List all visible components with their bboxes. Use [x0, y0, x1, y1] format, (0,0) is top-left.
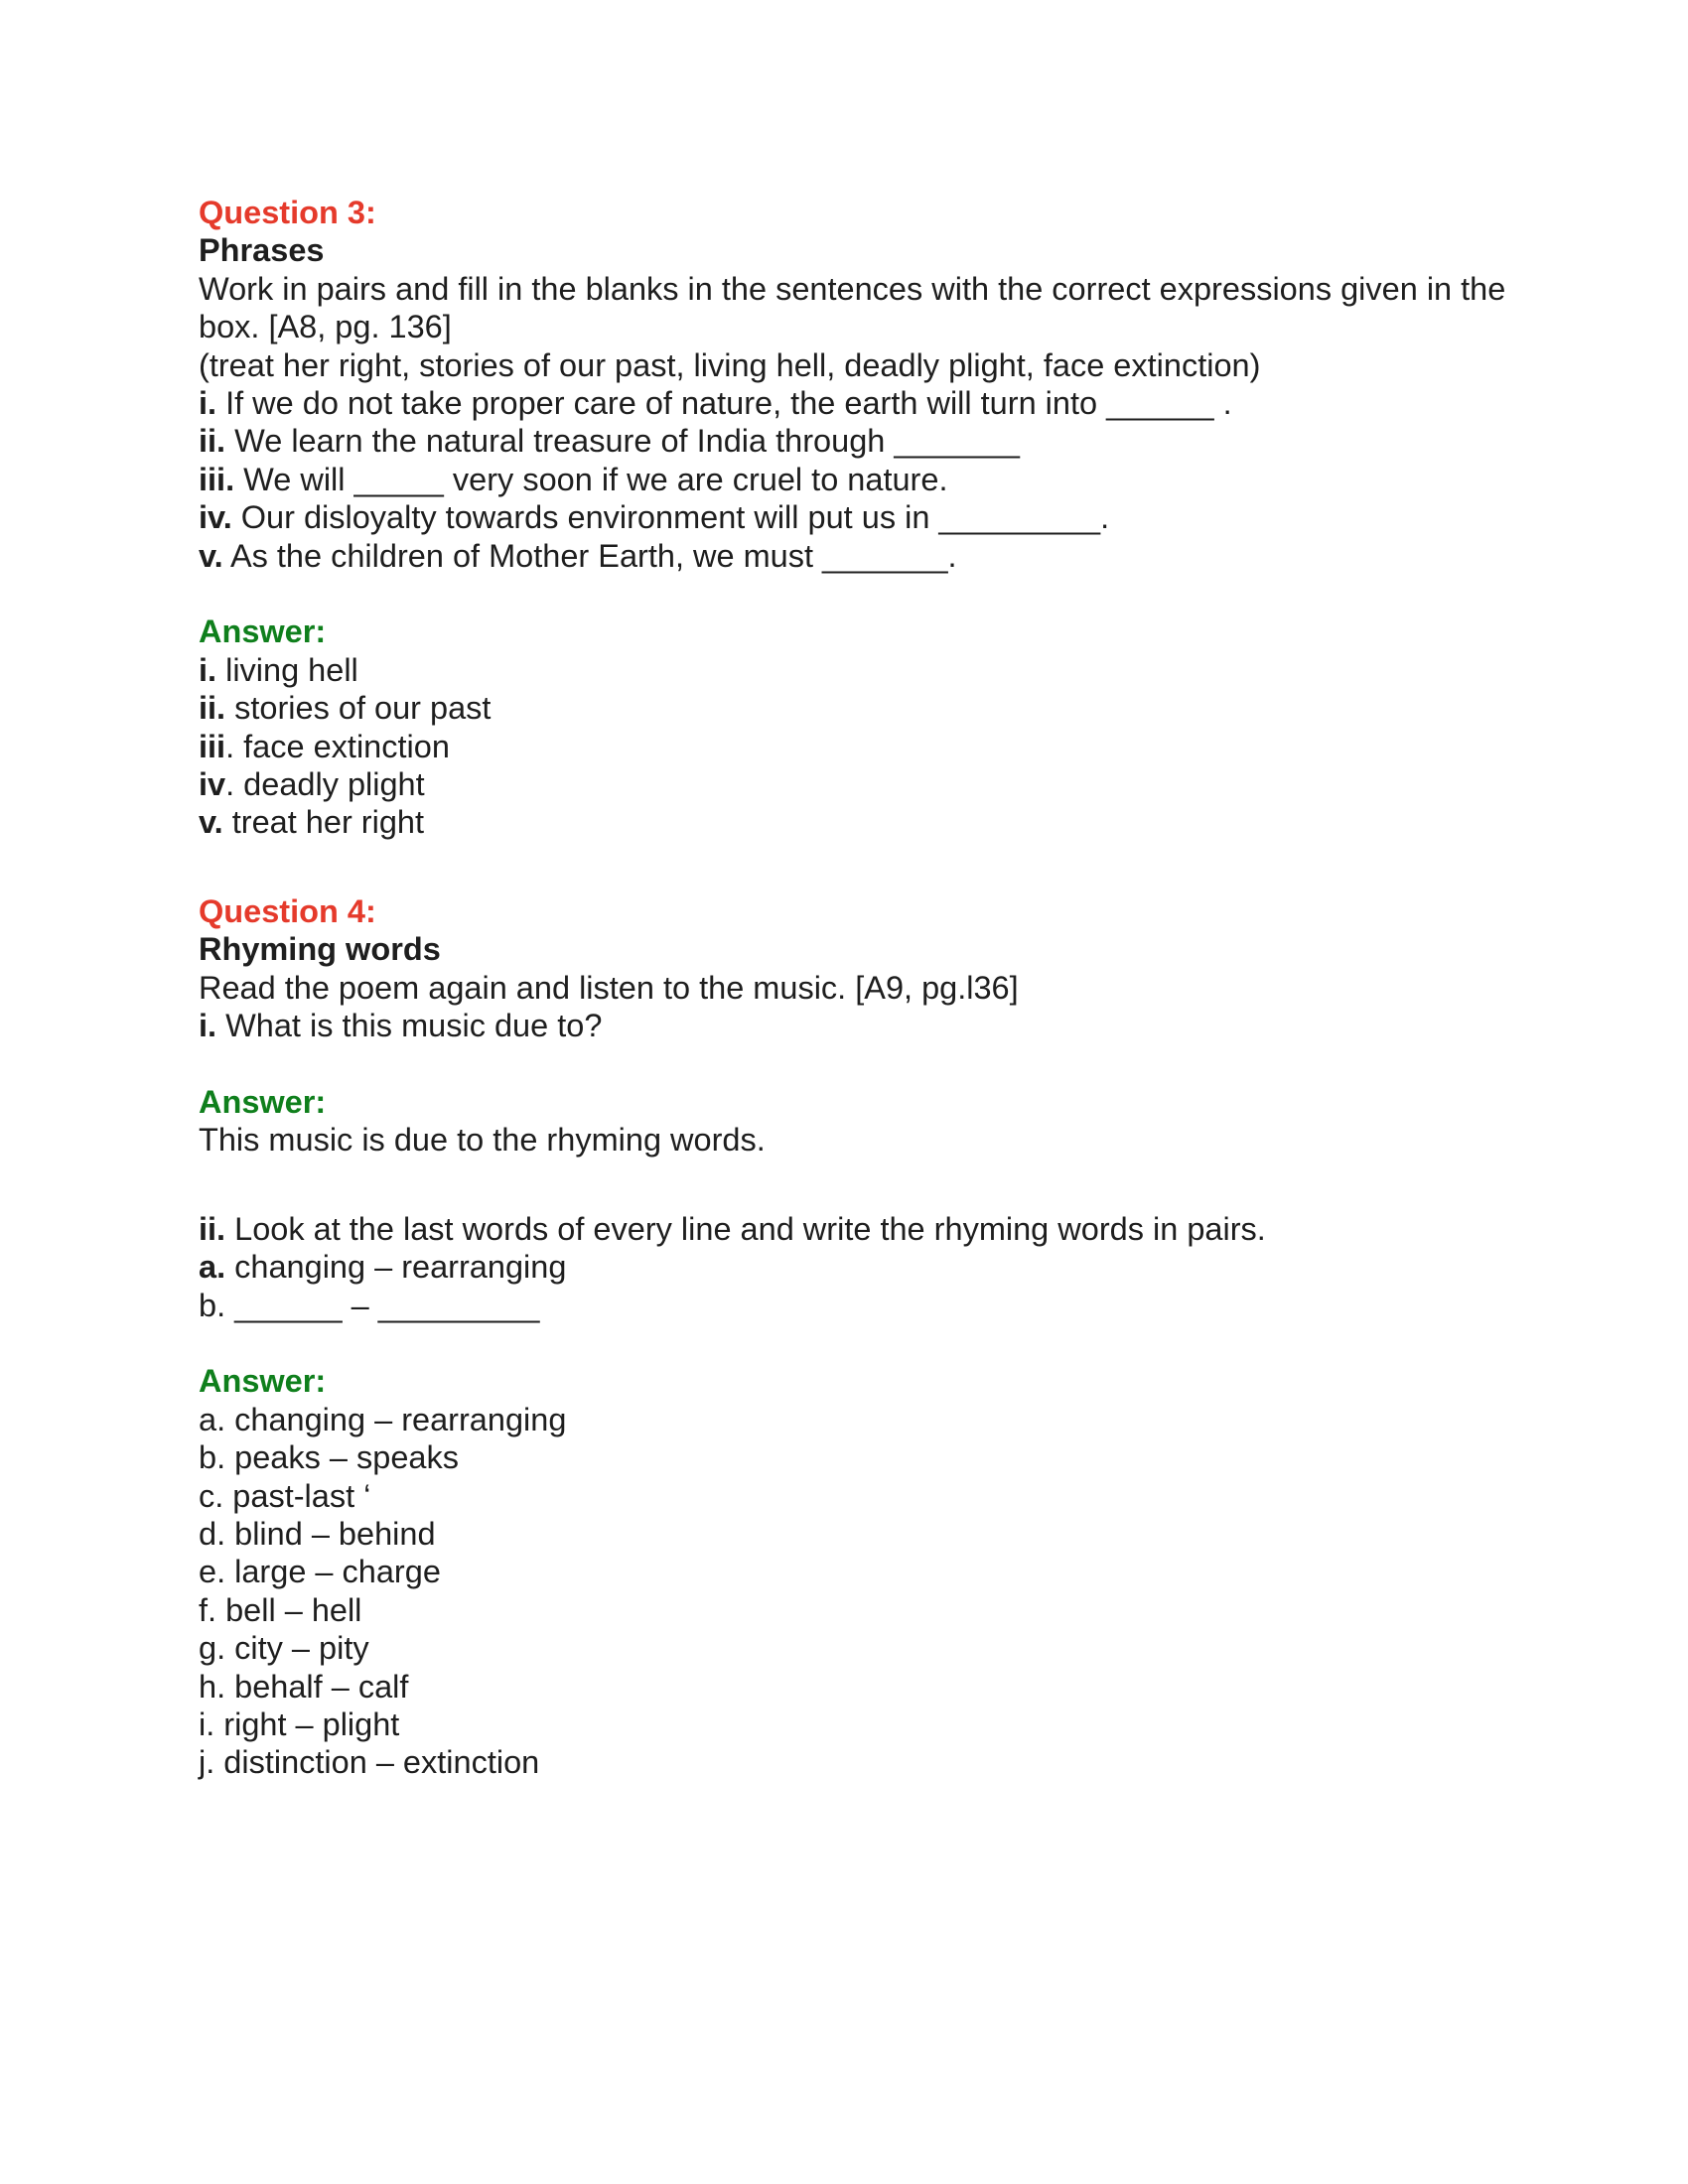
question-4-part-2-item-a	[199, 1248, 1509, 1286]
answer-marker: iv	[199, 766, 226, 803]
spacer	[199, 1045, 1509, 1083]
answer-text: stories of our past	[225, 690, 492, 727]
item-text: We will _____ very soon if we are cruel to nature.	[234, 461, 948, 497]
question-3-answer-label: Answer:	[199, 614, 327, 650]
item-text: Our disloyalty towards environment will put us in _________.	[231, 499, 1110, 536]
question-4-answer-1-label: Answer:	[199, 1083, 327, 1120]
answer-marker: ii.	[199, 690, 226, 727]
part-marker: i.	[199, 1008, 217, 1044]
item-marker: iv.	[199, 499, 232, 536]
question-3-phrase-box: (treat her right, stories of our past, living hell, deadly plight, face extinction)	[199, 346, 1261, 383]
question-4-part-2	[199, 1210, 1509, 1248]
question-3-item-4	[199, 498, 1509, 536]
rhyme-pair-i: i. right – plight	[199, 1706, 400, 1742]
answer-marker: i.	[199, 651, 217, 688]
answer-text: . face extinction	[225, 728, 450, 764]
question-3-answer-5	[199, 803, 1509, 841]
item-marker: iii.	[199, 461, 235, 497]
rhyme-pair-h: h. behalf – calf	[199, 1668, 409, 1705]
question-4-part-1	[199, 1007, 1509, 1044]
question-3-instruction: Work in pairs and fill in the blanks in the sentences with the correct expressions given in the box. [A8, pg. 136]	[199, 270, 1506, 345]
part-text: What is this music due to?	[216, 1008, 603, 1044]
question-4-answer-2-label: Answer:	[199, 1363, 327, 1400]
answer-marker: iii	[199, 728, 226, 764]
rhyme-pair-j: j. distinction – extinction	[199, 1744, 540, 1781]
part-text: Look at the last words of every line and write the rhyming words in pairs.	[225, 1210, 1266, 1247]
spacer	[199, 1324, 1509, 1362]
rhyme-pair-g: g. city – pity	[199, 1630, 369, 1667]
item-text: If we do not take proper care of nature, the earth will turn into ______ .	[216, 385, 1232, 422]
answer-text: treat her right	[222, 804, 425, 841]
item-text: We learn the natural treasure of India through _______	[225, 423, 1020, 460]
answer-marker: v.	[199, 804, 223, 841]
document-page	[199, 194, 1509, 1782]
question-4-instruction: Read the poem again and listen to the music. [A9, pg.l36]	[199, 969, 1019, 1006]
item-text: As the children of Mother Earth, we must _______.	[222, 537, 957, 574]
rhyme-pair-d: d. blind – behind	[199, 1515, 436, 1552]
item-text: changing – rearranging	[225, 1249, 567, 1286]
question-3-item-1	[199, 384, 1509, 422]
question-4-heading: Rhyming words	[199, 931, 441, 968]
answer-text: living hell	[216, 651, 358, 688]
question-3-answer-1	[199, 651, 1509, 689]
question-3-item-3	[199, 461, 1509, 498]
rhyme-pair-c: c. past-last ‘	[199, 1477, 371, 1514]
question-4-part-2-item-b: b. ______ – _________	[199, 1287, 540, 1323]
question-3-heading: Phrases	[199, 232, 325, 269]
item-marker: a.	[199, 1249, 226, 1286]
item-marker: ii.	[199, 423, 226, 460]
rhyme-pair-f: f. bell – hell	[199, 1591, 362, 1628]
rhyme-pair-e: e. large – charge	[199, 1554, 441, 1590]
question-4-answer-1: This music is due to the rhyming words.	[199, 1122, 766, 1159]
item-marker: v.	[199, 537, 223, 574]
rhyme-pair-a: a. changing – rearranging	[199, 1401, 567, 1437]
spacer	[199, 842, 1509, 892]
question-3-item-2	[199, 422, 1509, 460]
item-marker: i.	[199, 385, 217, 422]
question-3-answer-4	[199, 765, 1509, 803]
spacer	[199, 575, 1509, 613]
answer-text: . deadly plight	[225, 766, 425, 803]
question-3-answer-2	[199, 689, 1509, 727]
spacer	[199, 1160, 1509, 1210]
part-marker: ii.	[199, 1210, 226, 1247]
question-4-title: Question 4:	[199, 892, 376, 929]
question-3-title: Question 3:	[199, 195, 376, 230]
question-3-item-5	[199, 537, 1509, 575]
question-3-answer-3	[199, 728, 1509, 765]
rhyme-pair-b: b. peaks – speaks	[199, 1439, 459, 1476]
